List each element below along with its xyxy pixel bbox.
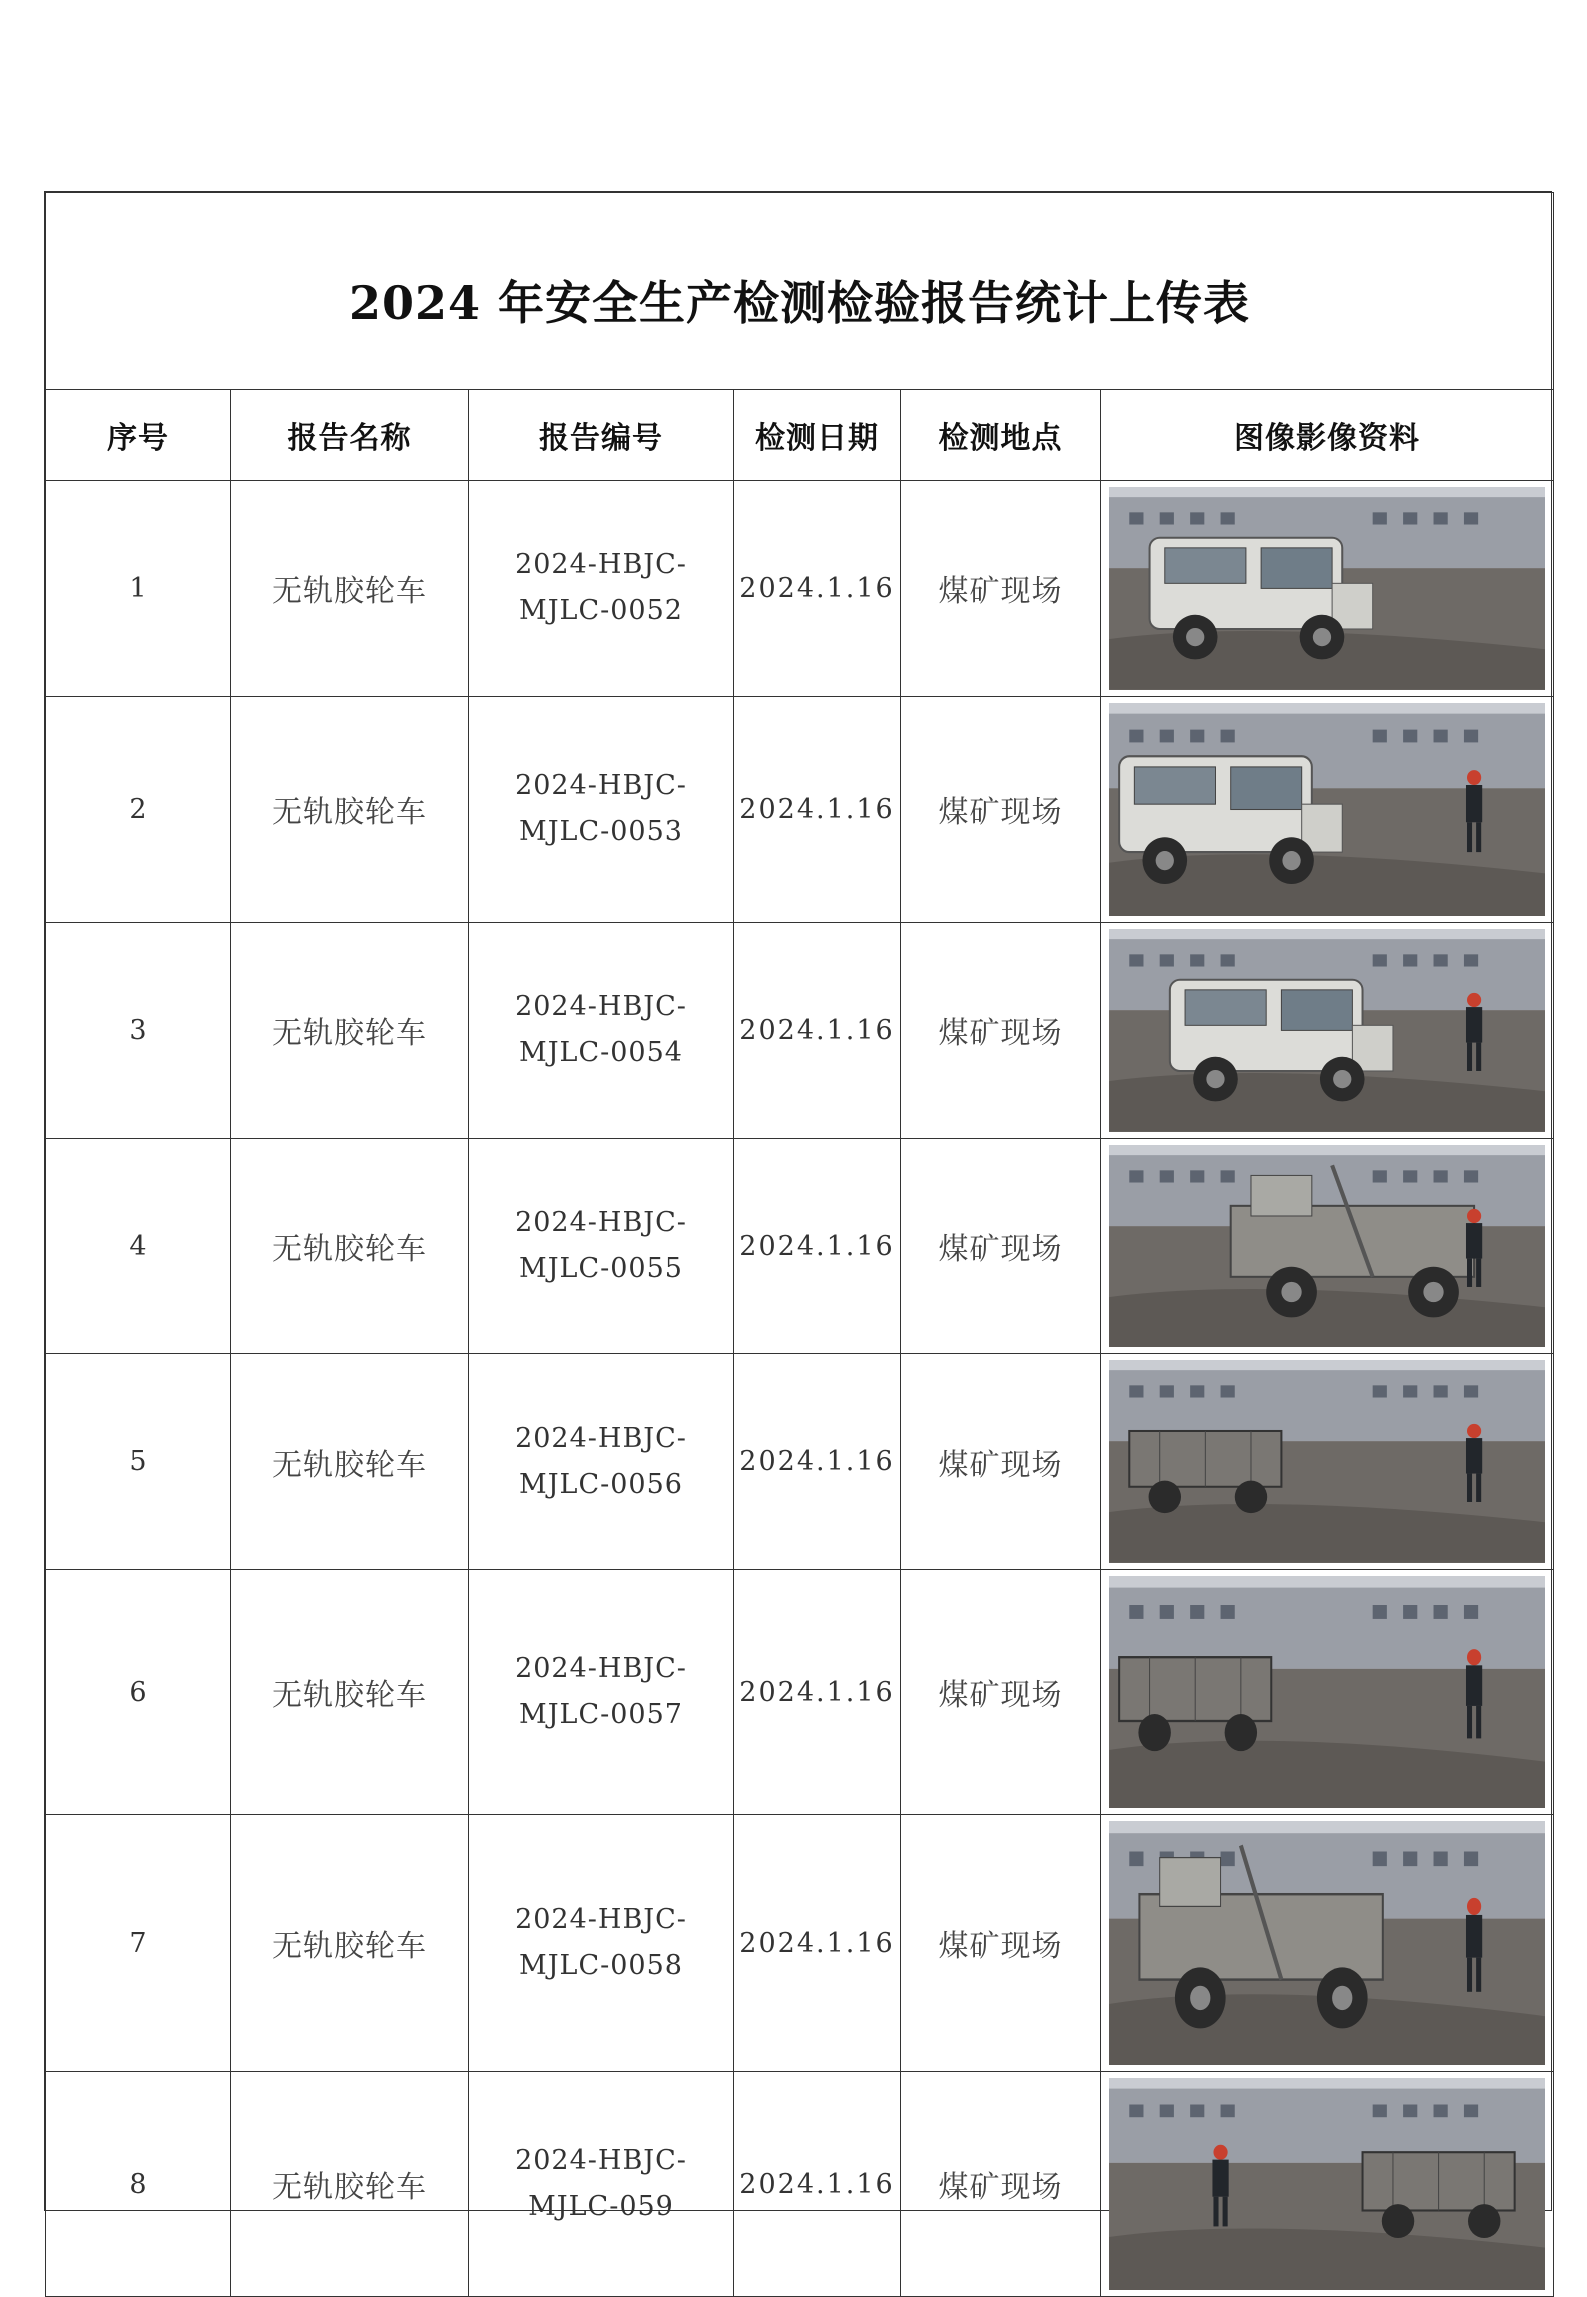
row-date: 2024.1.16 bbox=[734, 1570, 901, 1815]
row-place: 煤矿现场 bbox=[901, 922, 1101, 1138]
page-title: 2024 年安全生产检测检验报告统计上传表 bbox=[46, 193, 1554, 390]
report-code-line2: MJLC-0053 bbox=[519, 816, 683, 848]
report-table bbox=[45, 192, 1554, 2297]
row-no: 4 bbox=[46, 1138, 231, 1354]
report-code-line1: 2024-HBJC- bbox=[515, 1653, 687, 1685]
header-place: 检测地点 bbox=[901, 390, 1101, 481]
report-code-line2: MJLC-0054 bbox=[519, 1037, 683, 1069]
row-place: 煤矿现场 bbox=[901, 1138, 1101, 1354]
title-row bbox=[46, 193, 1554, 390]
report-code-line1: 2024-HBJC- bbox=[515, 2145, 687, 2177]
row-report-code bbox=[469, 1354, 734, 1570]
report-sheet bbox=[44, 191, 1552, 2223]
header-photo: 图像影像资料 bbox=[1101, 390, 1554, 481]
row-photo bbox=[1101, 1570, 1554, 1815]
header-name: 报告名称 bbox=[231, 390, 469, 481]
row-no: 8 bbox=[46, 2072, 231, 2297]
row-report-code bbox=[469, 696, 734, 922]
report-code-line1: 2024-HBJC- bbox=[515, 1904, 687, 1936]
row-report-code bbox=[469, 2072, 734, 2297]
table-row bbox=[46, 1815, 1554, 2072]
table-body bbox=[46, 481, 1554, 2297]
row-date: 2024.1.16 bbox=[734, 1138, 901, 1354]
row-date: 2024.1.16 bbox=[734, 2072, 901, 2297]
row-report-name: 无轨胶轮车 bbox=[231, 1138, 469, 1354]
row-report-code bbox=[469, 1815, 734, 2072]
row-report-name: 无轨胶轮车 bbox=[231, 1354, 469, 1570]
row-photo bbox=[1101, 2072, 1554, 2297]
row-report-code bbox=[469, 481, 734, 697]
row-no: 1 bbox=[46, 481, 231, 697]
table-row bbox=[46, 481, 1554, 697]
table-row bbox=[46, 696, 1554, 922]
row-report-code bbox=[469, 1138, 734, 1354]
row-report-code bbox=[469, 1570, 734, 1815]
row-report-name: 无轨胶轮车 bbox=[231, 1815, 469, 2072]
row-place: 煤矿现场 bbox=[901, 696, 1101, 922]
row-place: 煤矿现场 bbox=[901, 2072, 1101, 2297]
truck-photo-icon bbox=[1109, 2078, 1545, 2290]
report-code-line1: 2024-HBJC- bbox=[515, 1207, 687, 1239]
truck-photo-icon bbox=[1109, 1360, 1545, 1563]
row-no: 3 bbox=[46, 922, 231, 1138]
row-date: 2024.1.16 bbox=[734, 481, 901, 697]
table-row bbox=[46, 1570, 1554, 1815]
row-report-name: 无轨胶轮车 bbox=[231, 481, 469, 697]
row-report-name: 无轨胶轮车 bbox=[231, 696, 469, 922]
truck-photo-icon bbox=[1109, 703, 1545, 916]
truck-photo-icon bbox=[1109, 929, 1545, 1132]
header-row bbox=[46, 390, 1554, 481]
table-row bbox=[46, 922, 1554, 1138]
report-code-line2: MJLC-0055 bbox=[519, 1253, 683, 1285]
row-place: 煤矿现场 bbox=[901, 1815, 1101, 2072]
truck-photo-icon bbox=[1109, 1821, 1545, 2065]
row-place: 煤矿现场 bbox=[901, 1570, 1101, 1815]
report-code-line2: MJLC-059 bbox=[528, 2191, 674, 2223]
report-code-line1: 2024-HBJC- bbox=[515, 1422, 687, 1454]
row-report-name: 无轨胶轮车 bbox=[231, 922, 469, 1138]
row-no: 5 bbox=[46, 1354, 231, 1570]
header-code: 报告编号 bbox=[469, 390, 734, 481]
row-date: 2024.1.16 bbox=[734, 1354, 901, 1570]
row-place: 煤矿现场 bbox=[901, 1354, 1101, 1570]
row-no: 6 bbox=[46, 1570, 231, 1815]
row-photo bbox=[1101, 481, 1554, 697]
report-code-line1: 2024-HBJC- bbox=[515, 549, 687, 581]
row-date: 2024.1.16 bbox=[734, 696, 901, 922]
row-photo bbox=[1101, 1354, 1554, 1570]
row-photo bbox=[1101, 1138, 1554, 1354]
row-date: 2024.1.16 bbox=[734, 922, 901, 1138]
row-photo bbox=[1101, 1815, 1554, 2072]
report-code-line2: MJLC-0057 bbox=[519, 1699, 683, 1731]
table-row bbox=[46, 1138, 1554, 1354]
row-photo bbox=[1101, 922, 1554, 1138]
truck-photo-icon bbox=[1109, 487, 1545, 690]
table-row bbox=[46, 1354, 1554, 1570]
header-date: 检测日期 bbox=[734, 390, 901, 481]
row-no: 2 bbox=[46, 696, 231, 922]
truck-photo-icon bbox=[1109, 1145, 1545, 1348]
report-code-line2: MJLC-0058 bbox=[519, 1950, 683, 1982]
report-code-line1: 2024-HBJC- bbox=[515, 770, 687, 802]
row-report-name: 无轨胶轮车 bbox=[231, 1570, 469, 1815]
row-no: 7 bbox=[46, 1815, 231, 2072]
report-code-line2: MJLC-0052 bbox=[519, 595, 683, 627]
row-report-name: 无轨胶轮车 bbox=[231, 2072, 469, 2297]
truck-photo-icon bbox=[1109, 1576, 1545, 1808]
report-code-line1: 2024-HBJC- bbox=[515, 991, 687, 1023]
row-report-code bbox=[469, 922, 734, 1138]
row-place: 煤矿现场 bbox=[901, 481, 1101, 697]
table-row bbox=[46, 2072, 1554, 2297]
header-no: 序号 bbox=[46, 390, 231, 481]
row-photo bbox=[1101, 696, 1554, 922]
row-date: 2024.1.16 bbox=[734, 1815, 901, 2072]
report-code-line2: MJLC-0056 bbox=[519, 1468, 683, 1500]
